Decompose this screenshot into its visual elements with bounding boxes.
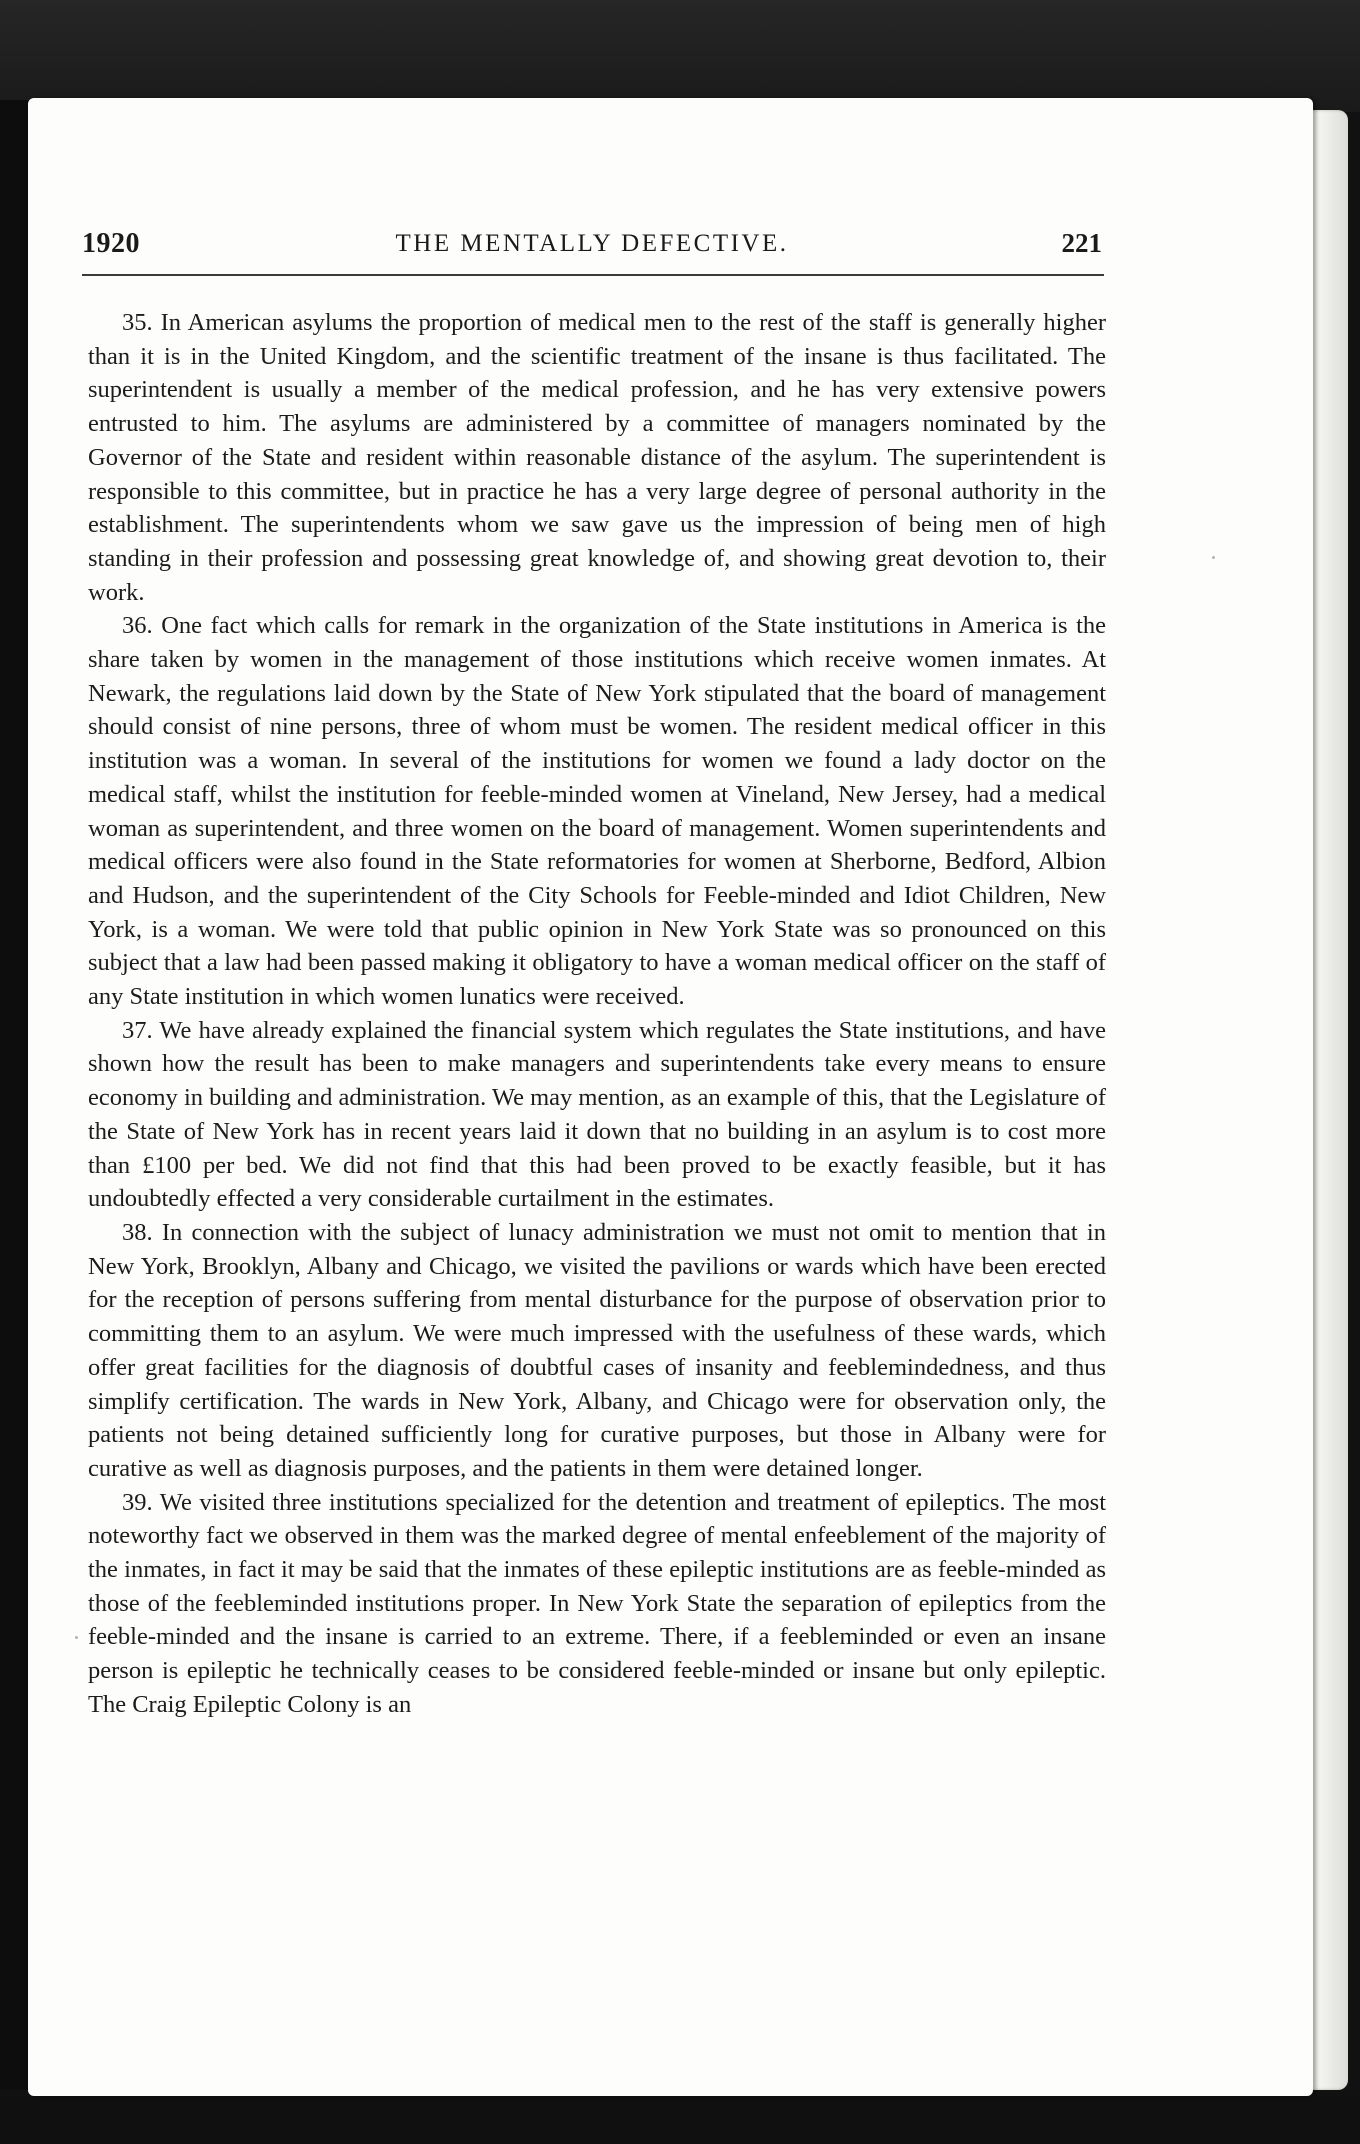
header-year: 1920 [82, 228, 140, 259]
paragraph-37: 37. We have already explained the financial system which regulates the State institutions, and have shown how the result has been to make managers and superintendents take every means to ensure economy in building and administration. We may mention, as an example of this, that the Legislature of the State of New York has in recent years laid it down that no building in an asylum is to cost more than £100 per bed. We did not find that this had been proved to be exactly feasible, but it has undoubtedly effected a very considerable curtailment in the estimates. [88, 1016, 1106, 1213]
paragraph-35: 35. In American asylums the proportion of medical men to the rest of the staff is generally higher than it is in the United Kingdom, and the scientific treatment of the insane is thus facilitated. The superintendent is usually a member of the medical profession, and he has very extensive powers entrusted to him. The asylums are administered by a committee of managers nominated by the Governor of the State and resident within reasonable distance of the asylum. The superintendent is responsible to this committee, but in practice he has a very large degree of personal authority in the establishment. The superintendents whom we saw gave us the impression of being men of high standing in their profession and possessing great knowledge of, and showing great devotion to, their work. [88, 309, 1106, 606]
running-head [82, 228, 1102, 272]
paragraph-36: 36. One fact which calls for remark in the organization of the State institutions in America is the share taken by women in the management of those institutions which receive women inmates. At Newark, the regulations laid down by the State of New York stipulated that the board of management should consist of nine persons, three of whom must be women. The resident medical officer in this institution was a woman. In several of the institutions for women we found a lady doctor on the medical staff, whilst the institution for feeble-minded women at Vineland, New Jersey, had a medical woman as superintendent, and three women on the board of management. Women superintendents and medical officers were also found in the State reformatories for women at Sherborne, Bedford, Albion and Hudson, and the superintendent of the City Schools for Feeble-minded and Idiot Children, New York, is a woman. We were told that public opinion in New York State was so pronounced on this subject that a law had been passed making it obligatory to have a woman medical officer on the staff of any State institution in which women lunatics were received. [88, 612, 1106, 1011]
header-title: THE MENTALLY DEFECTIVE. [395, 230, 789, 257]
paragraph-38: 38. In connection with the subject of lunacy administration we must not omit to mention that in New York, Brooklyn, Albany and Chicago, we visited the pavilions or wards which have been erected for the reception of persons suffering from mental disturbance for the purpose of observation prior to committing them to an asylum. We were much impressed with the usefulness of these wards, which offer great facilities for the diagnosis of doubtful cases of insanity and feeblemindedness, and thus simplify certification. The wards in New York, Albany, and Chicago were for observation only, the patients not being detained sufficiently long for curative purposes, but those in Albany were for curative as well as diagnosis purposes, and the patients in them were detained longer. [88, 1218, 1106, 1482]
body-text [88, 306, 1106, 1722]
scanner-background-top [0, 0, 1360, 112]
header-rule [82, 274, 1104, 276]
scanner-background-bottom [0, 2096, 1360, 2144]
scan-speck [1212, 556, 1215, 559]
scan-speck [75, 1636, 78, 1639]
paragraph-39: 39. We visited three institutions specialized for the detention and treatment of epileptics. The most noteworthy fact we observed in them was the marked degree of mental enfeeblement of the majority of the inmates, in fact it may be said that the inmates of these epileptic institutions are as feeble-minded as those of the feebleminded institutions proper. In New York State the separation of epileptics from the feeble-minded and the insane is carried to an extreme. There, if a feebleminded or even an insane person is epileptic he technically ceases to be considered feeble-minded or insane but only epileptic. The Craig Epileptic Colony is an [88, 1488, 1106, 1718]
scanner-background-left [0, 100, 30, 2090]
page-number: 221 [1061, 228, 1102, 258]
